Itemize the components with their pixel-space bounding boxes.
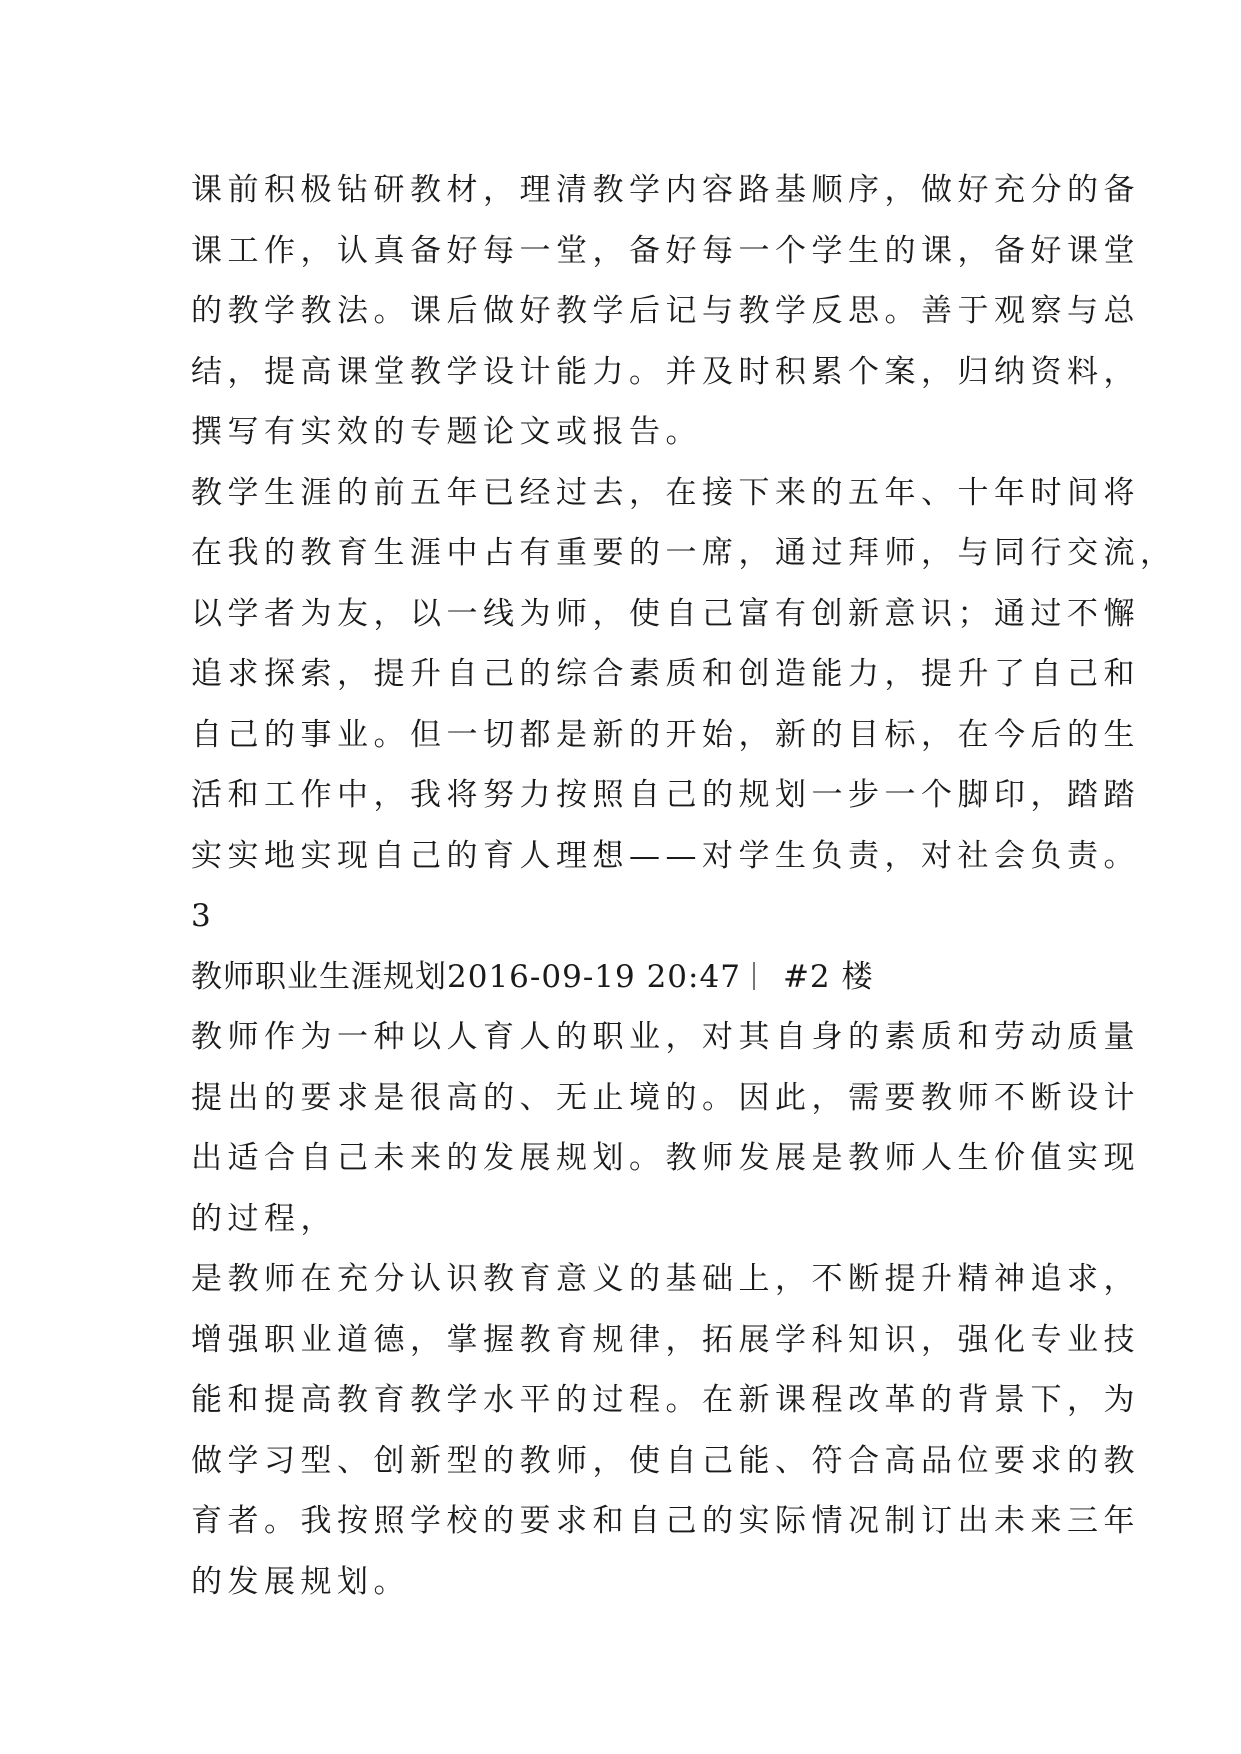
text-line: 的发展规划。 <box>191 1563 410 1600</box>
post-datetime: 2016-09-19 20:47 <box>447 958 741 995</box>
text-line: 教师作为一种以人育人的职业，对其自身的素质和劳动质量 <box>191 1019 1140 1055</box>
section-number: 3 <box>191 898 211 934</box>
text-line: 以学者为友，以一线为师，使自己富有创新意识；通过不懈 <box>191 595 1140 632</box>
paragraph-teacher-profession <box>191 1007 1140 1249</box>
text-line: 追求探索，提升自己的综合素质和创造能力，提升了自己和 <box>191 656 1140 692</box>
text-line: 课工作，认真备好每一堂，备好每一个学生的课，备好课堂 <box>191 232 1140 269</box>
text-line: 结，提高课堂教学设计能力。并及时积累个案，归纳资料， <box>191 353 1140 390</box>
text-line: 提出的要求是很高的、无止境的。因此，需要教师不断设计 <box>191 1079 1140 1116</box>
text-line: 增强职业道德，掌握教育规律，拓展学科知识，强化专业技 <box>191 1321 1140 1358</box>
text-line: 撰写有实效的专题论文或报告。 <box>191 414 702 450</box>
text-line: 课前积极钻研教材，理清教学内容路基顺序，做好充分的备 <box>191 172 1140 208</box>
text-line: 是教师在充分认识教育意义的基础上，不断提升精神追求， <box>191 1261 1140 1297</box>
text-line: 能和提高教育教学水平的过程。在新课程改革的背景下，为 <box>191 1382 1140 1418</box>
text-line: 教学生涯的前五年已经过去，在接下来的五年、十年时间将 <box>191 474 1140 511</box>
text-line: 的教学教法。课后做好教学后记与教学反思。善于观察与总 <box>191 293 1140 329</box>
post-floor: #2 楼 <box>782 958 874 995</box>
text-line: 自己的事业。但一切都是新的开始，新的目标，在今后的生 <box>191 716 1140 753</box>
text-line: 育者。我按照学校的要求和自己的实际情况制订出未来三年 <box>191 1503 1140 1539</box>
text-line: 做学习型、创新型的教师，使自己能、符合高品位要求的教 <box>191 1442 1140 1479</box>
text-line: 出适合自己未来的发展规划。教师发展是教师人生价值实现 <box>191 1140 1140 1176</box>
text-line: 实实地实现自己的育人理想——对学生负责，对社会负责。 <box>191 837 1140 874</box>
post-separator <box>753 962 755 990</box>
paragraph-lesson-preparation <box>191 160 1140 463</box>
text-line: 活和工作中，我将努力按照自己的规划一步一个脚印，踏踏 <box>191 777 1140 813</box>
post-header <box>191 947 1071 1008</box>
text-line: 的过程， <box>191 1200 337 1237</box>
paragraph-career-outlook <box>191 463 1177 887</box>
post-title: 教师职业生涯规划 <box>191 958 447 995</box>
document-body <box>191 160 1177 1612</box>
text-line: 在我的教育生涯中占有重要的一席，通过拜师，与同行交流， <box>191 535 1177 571</box>
paragraph-development-plan <box>191 1249 1140 1612</box>
